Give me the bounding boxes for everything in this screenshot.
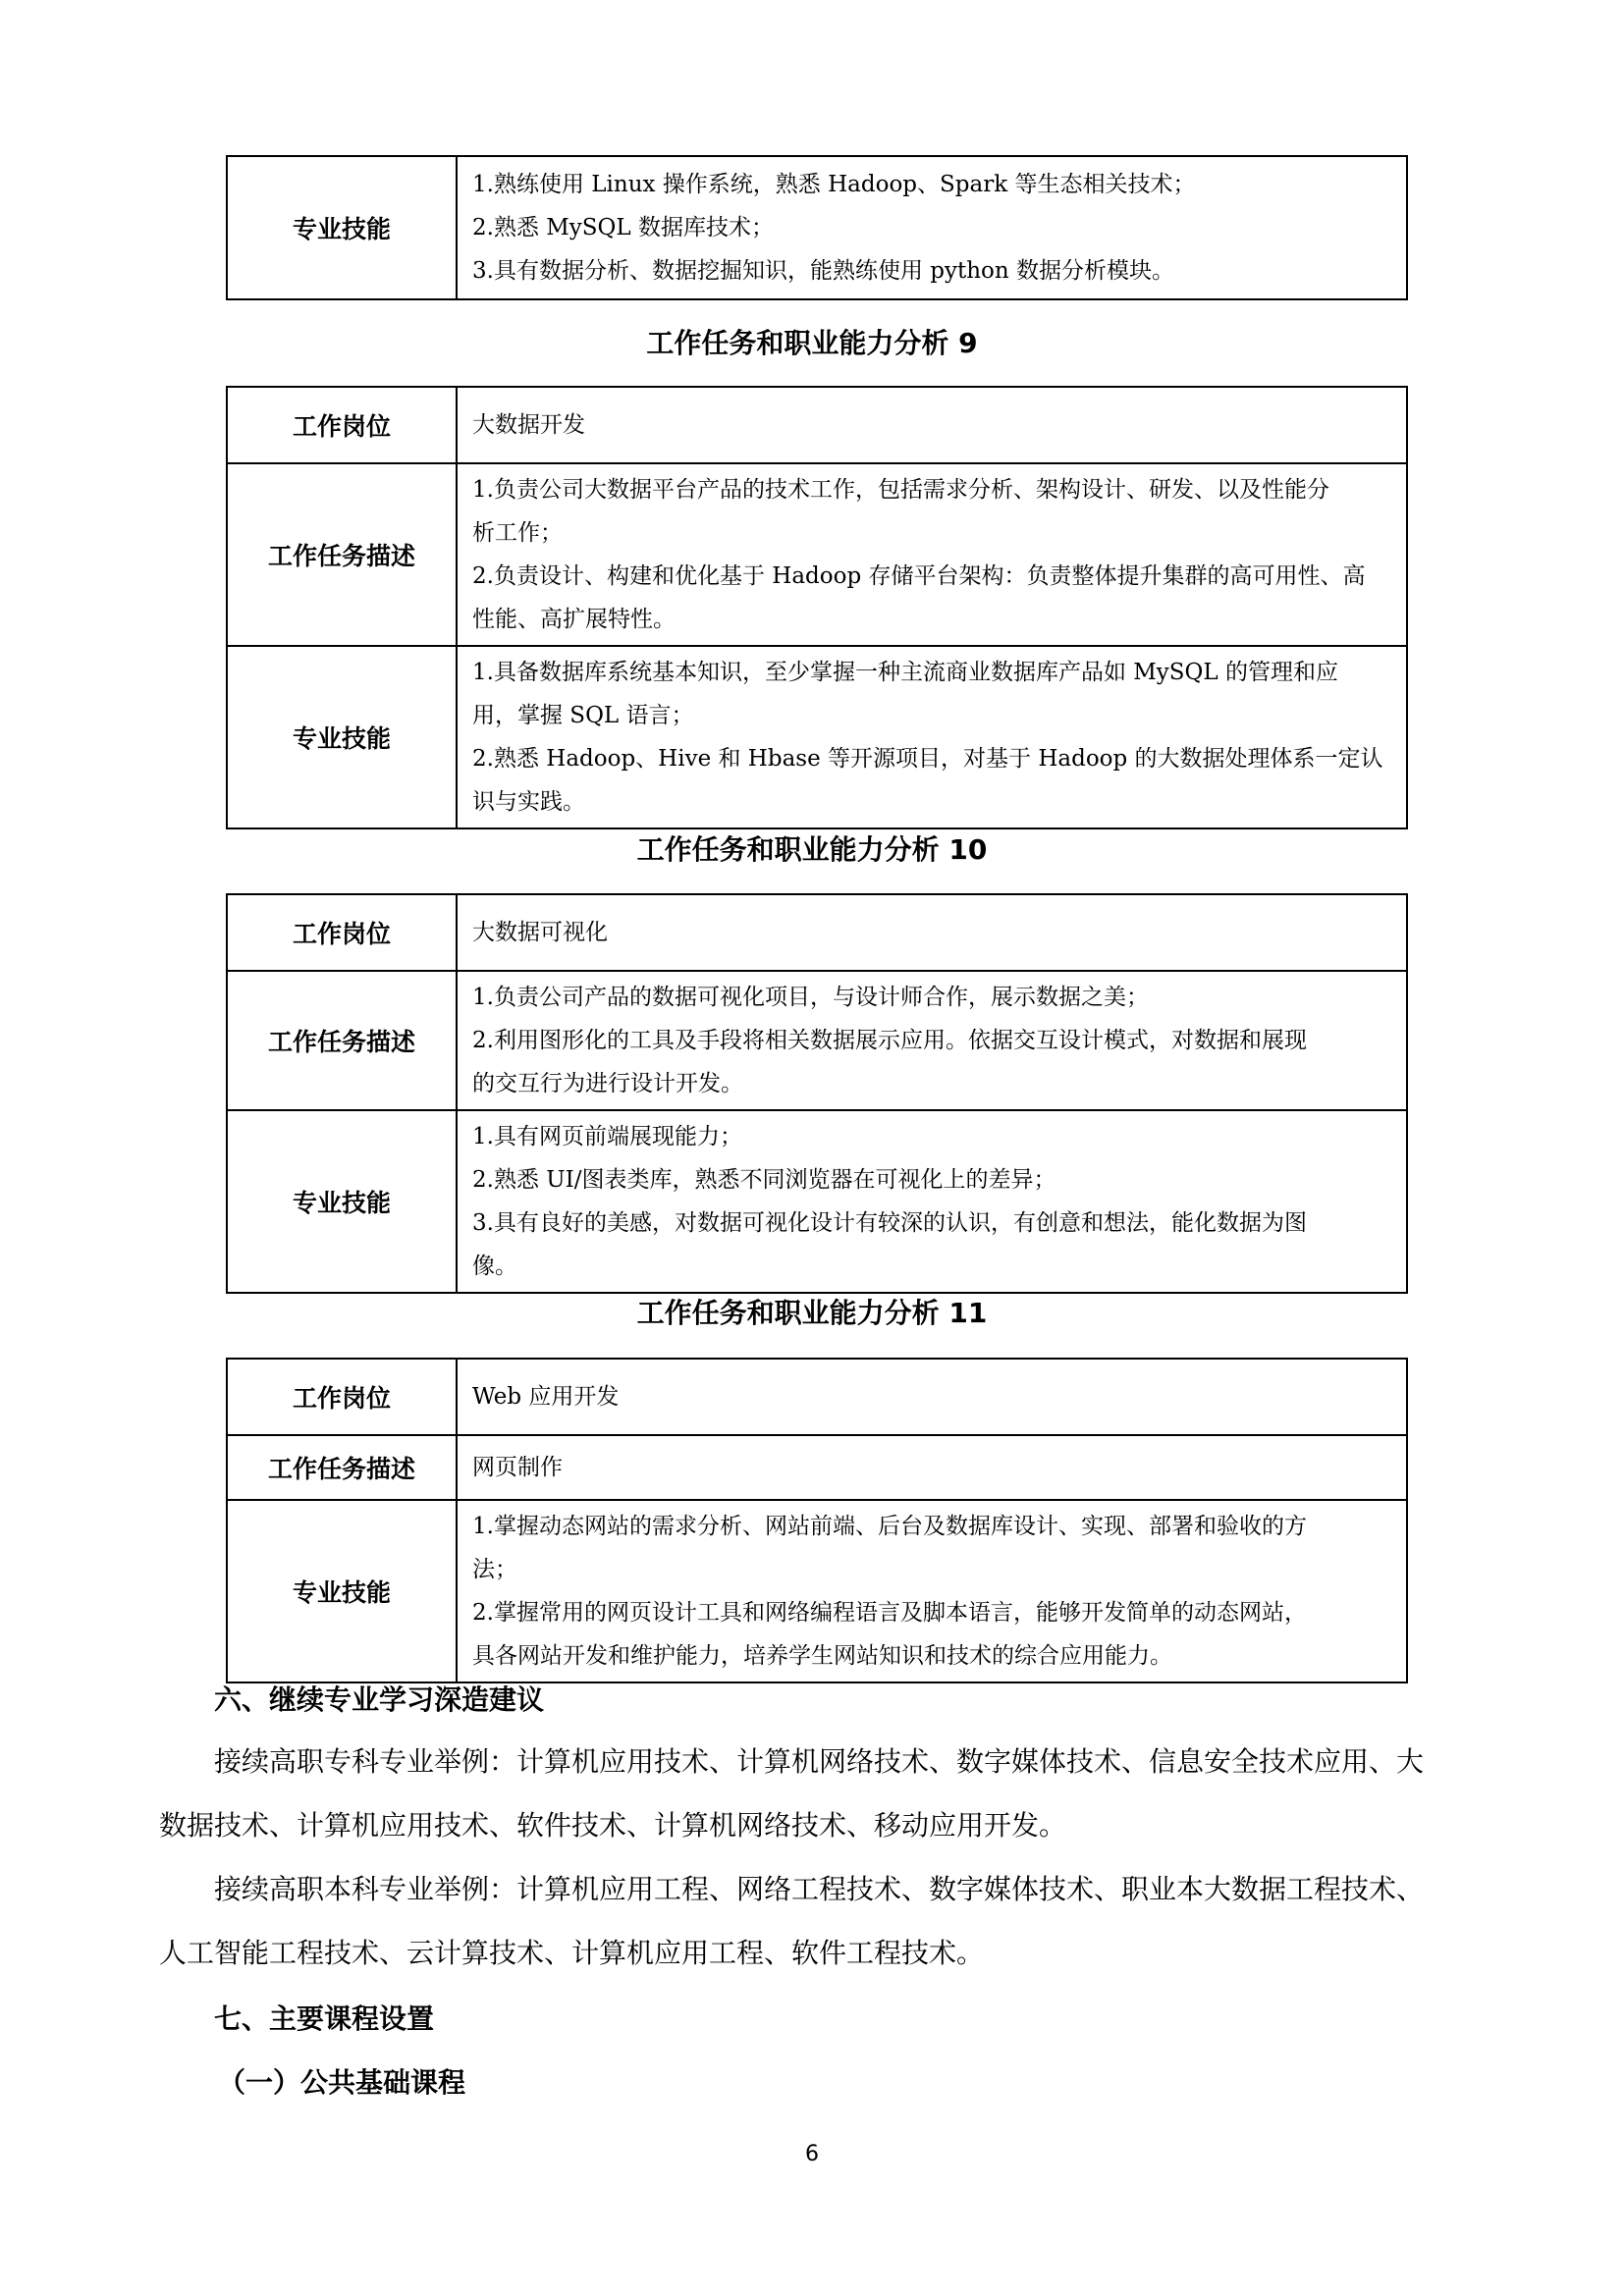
table-row [227,1500,1407,1682]
row-content [457,646,1407,828]
content-line: 1.熟练使用 Linux 操作系统，熟悉 Hadoop、Spark 等生态相关技术； [472,172,1196,197]
content-line: 性能、高扩展特性。 [472,607,676,632]
job-analysis-table-11 [226,1358,1408,1683]
table-row [227,646,1407,828]
row-content [457,1500,1407,1682]
content-line: 2.熟悉 UI/图表类库，熟悉不同浏览器在可视化上的差异； [472,1167,1056,1193]
row-label: 工作任务描述 [227,971,457,1110]
content-line: Web 应用开发 [472,1384,620,1410]
paragraph-line: 接续高职专科专业举例：计算机应用技术、计算机网络技术、数字媒体技术、信息安全技术应用、大 [214,1745,1425,1778]
content-line: 大数据开发 [472,412,585,438]
table-caption-11: 工作任务和职业能力分析 11 [636,1297,988,1329]
row-content [457,1435,1407,1500]
table-row [227,387,1407,463]
section-heading-7: 七、主要课程设置 [214,2002,435,2035]
content-line: 网页制作 [472,1455,563,1480]
content-line: 2.掌握常用的网页设计工具和网络编程语言及脚本语言，能够开发简单的动态网站， [472,1600,1307,1626]
job-analysis-table-10 [226,893,1408,1294]
content-line: 识与实践。 [472,789,585,815]
job-analysis-table-9 [226,386,1408,829]
table-row [227,1435,1407,1500]
table-caption-10: 工作任务和职业能力分析 10 [636,833,988,866]
content-line: 1.具备数据库系统基本知识，至少掌握一种主流商业数据库产品如 MySQL 的管理和应 [472,660,1338,685]
content-line: 2.熟悉 Hadoop、Hive 和 Hbase 等开源项目，对基于 Hadoop 的大数据处理体系一定认 [472,746,1383,772]
content-line: 1.具有网页前端展现能力； [472,1124,742,1149]
page-number: 6 [805,2142,819,2166]
paragraph-line: 人工智能工程技术、云计算技术、计算机应用工程、软件工程技术。 [159,1937,985,1969]
row-content [457,894,1407,971]
row-content [457,1110,1407,1293]
row-label: 专业技能 [227,646,457,828]
row-label: 工作岗位 [227,1359,457,1435]
content-line: 大数据可视化 [472,920,608,945]
table-row [227,1359,1407,1435]
table-row [227,971,1407,1110]
subsection-heading: （一）公共基础课程 [218,2066,466,2099]
row-label: 工作岗位 [227,387,457,463]
row-content [457,463,1407,646]
paragraph-line: 接续高职本科专业举例：计算机应用工程、网络工程技术、数字媒体技术、职业本大数据工程技术、 [214,1873,1425,1905]
row-label: 工作任务描述 [227,463,457,646]
row-label: 专业技能 [227,156,457,299]
content-line: 具各网站开发和维护能力，培养学生网站知识和技术的综合应用能力。 [472,1643,1172,1669]
table-row [227,1110,1407,1293]
row-label: 工作岗位 [227,894,457,971]
row-content [457,156,1407,299]
content-line: 像。 [472,1254,517,1279]
table-row [227,894,1407,971]
content-line: 2.熟悉 MySQL 数据库技术； [472,215,774,240]
content-line: 3.具有良好的美感，对数据可视化设计有较深的认识，有创意和想法，能化数据为图 [472,1210,1307,1236]
row-content [457,971,1407,1110]
content-line: 3.具有数据分析、数据挖掘知识，能熟练使用 python 数据分析模块。 [472,258,1174,284]
paragraph-line: 数据技术、计算机应用技术、软件技术、计算机网络技术、移动应用开发。 [159,1809,1067,1842]
content-line: 1.负责公司产品的数据可视化项目，与设计师合作，展示数据之美； [472,985,1149,1010]
table-caption-9: 工作任务和职业能力分析 9 [646,327,978,359]
content-line: 1.负责公司大数据平台产品的技术工作，包括需求分析、架构设计、研发、以及性能分 [472,477,1329,503]
table-row [227,463,1407,646]
row-label: 工作任务描述 [227,1435,457,1500]
content-line: 2.负责设计、构建和优化基于 Hadoop 存储平台架构：负责整体提升集群的高可用性、高 [472,563,1366,589]
skills-table-continued [226,155,1408,300]
content-line: 法； [472,1557,517,1582]
row-label: 专业技能 [227,1110,457,1293]
row-content [457,387,1407,463]
section-heading-6: 六、继续专业学习深造建议 [214,1683,545,1716]
content-line: 的交互行为进行设计开发。 [472,1071,743,1096]
content-line: 2.利用图形化的工具及手段将相关数据展示应用。依据交互设计模式，对数据和展现 [472,1028,1307,1053]
content-line: 析工作； [472,520,563,546]
table-row [227,156,1407,299]
row-label: 专业技能 [227,1500,457,1682]
content-line: 1.掌握动态网站的需求分析、网站前端、后台及数据库设计、实现、部署和验收的方 [472,1514,1307,1539]
content-line: 用，掌握 SQL 语言； [472,703,694,728]
row-content [457,1359,1407,1435]
